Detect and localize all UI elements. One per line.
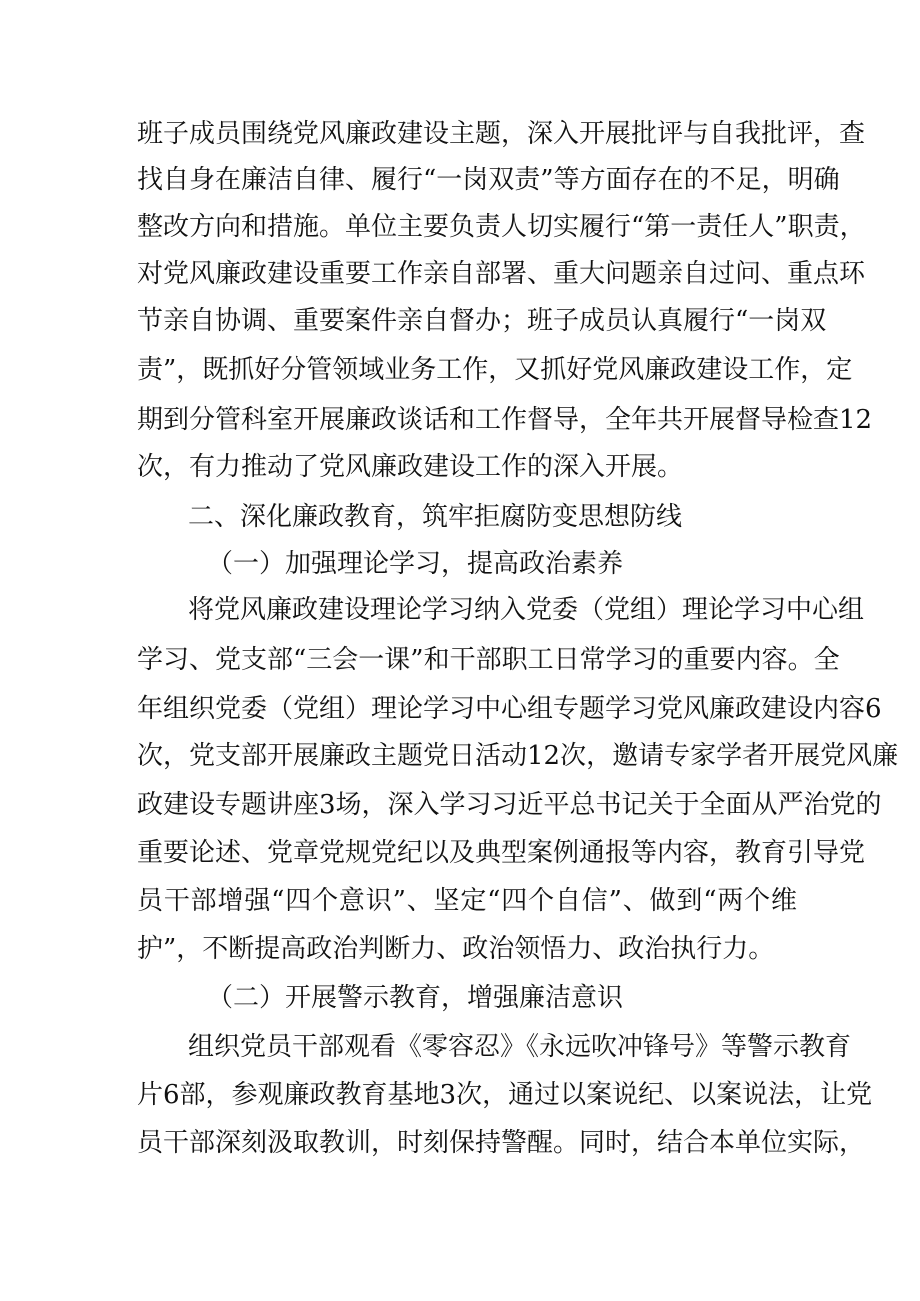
paragraph-line: 员干部增强“四个意识”、坚定“四个自信”、做到“两个维 [137,886,797,916]
paragraph-line: 政建设专题讲座3场，深入学习习近平总书记关于全面从严治党的 [137,790,882,820]
paragraph-line: 组织党员干部观看《零容忍》《永远吹冲锋号》等警示教育 [188,1032,852,1062]
paragraph-line: 护”，不断提高政治判断力、政治领悟力、政治执行力。 [137,934,775,964]
paragraph-line: 期到分管科室开展廉政谈话和工作督导，全年共开展督导检查12 [137,405,873,435]
paragraph-line: 节亲自协调、重要案件亲自督办；班子成员认真履行“一岗双 [137,306,827,336]
paragraph-line: 学习、党支部“三会一课”和干部职工日常学习的重要内容。全 [137,645,840,675]
paragraph-line: 责”，既抓好分管领域业务工作，又抓好党风廉政建设工作，定 [137,355,853,385]
paragraph-line: 片6部，参观廉政教育基地3次，通过以案说纪、以案说法，让党 [137,1080,873,1110]
paragraph-line: 班子成员围绕党风廉政建设主题，深入开展批评与自我批评，查 [137,119,866,149]
section-subheading: （一）加强理论学习，提高政治素养 [207,549,624,579]
paragraph-line: 对党风廉政建设重要工作亲自部署、重大问题亲自过问、重点环 [137,259,866,289]
paragraph-line: 次，有力推动了党风廉政建设工作的深入开展。 [137,452,684,482]
section-subheading: （二）开展警示教育，增强廉洁意识 [207,983,624,1013]
paragraph-line: 将党风廉政建设理论学习纳入党委（党组）理论学习中心组 [188,595,865,625]
paragraph-line: 重要论述、党章党规党纪以及典型案例通报等内容，教育引导党 [137,838,866,868]
paragraph-line: 年组织党委（党组）理论学习中心组专题学习党风廉政建设内容6 [137,694,882,724]
paragraph-line: 次，党支部开展廉政主题党日活动12次，邀请专家学者开展党风廉 [137,741,899,771]
paragraph-line: 员干部深刻汲取教训，时刻保持警醒。同时，结合本单位实际， [137,1128,866,1158]
section-heading: 二、深化廉政教育，筑牢拒腐防变思想防线 [188,502,683,532]
paragraph-line: 整改方向和措施。单位主要负责人切实履行“第一责任人”职责， [137,212,866,242]
paragraph-line: 找自身在廉洁自律、履行“一岗双责”等方面存在的不足，明确 [137,165,840,195]
